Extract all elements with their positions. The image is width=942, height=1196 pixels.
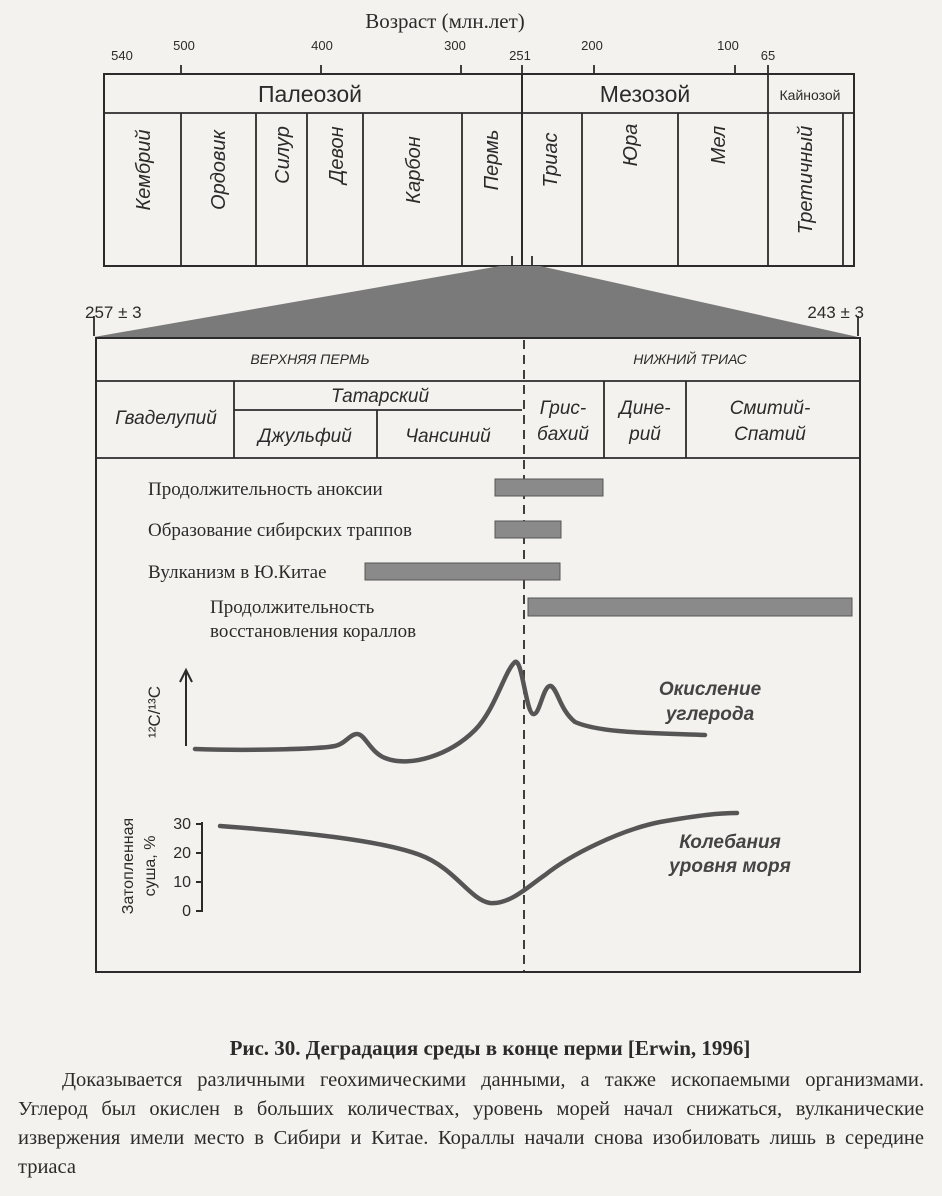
sea-level-tick: 0 bbox=[182, 903, 191, 920]
sea-level-tick: 20 bbox=[173, 845, 191, 862]
china-volcanism-bar bbox=[365, 563, 560, 580]
siberian-traps-label: Образование сибирских траппов bbox=[148, 520, 412, 541]
siberian-traps-bar bbox=[495, 521, 561, 538]
figure-caption: Рис. 30. Деградация среды в конце перми [Erwin, 1996] bbox=[229, 1036, 751, 1060]
zoom-wedge bbox=[94, 266, 858, 337]
period-cambrian: Кембрий bbox=[133, 129, 155, 211]
china-volcanism-label: Вулканизм в Ю.Китае bbox=[148, 562, 327, 583]
carbon-axis-label: ¹²C/¹³C bbox=[145, 686, 164, 738]
period-ordovician: Ордовик bbox=[208, 130, 230, 210]
tick-label: 200 bbox=[581, 38, 603, 53]
period-devonian: Девон bbox=[326, 126, 348, 184]
period-jurassic: Юра bbox=[620, 123, 642, 167]
coral-recovery-label: Продолжительность bbox=[210, 597, 375, 618]
era-cenozoic: Кайнозой bbox=[779, 87, 841, 103]
stage-tatarian: Татарский bbox=[330, 386, 430, 407]
epoch-lower-triassic: НИЖНИЙ ТРИАС bbox=[633, 351, 747, 367]
carbon-curve-label: Окисление bbox=[658, 679, 762, 700]
sea-level-curve-label: уровня моря bbox=[669, 856, 791, 877]
tick-label: 100 bbox=[717, 38, 739, 53]
period-silurian: Силур bbox=[272, 126, 294, 184]
sea-level-tick: 30 bbox=[173, 816, 191, 833]
stage-smithian-spathian: Спатий bbox=[734, 424, 806, 445]
stage-smithian-spathian: Смитий- bbox=[729, 398, 811, 419]
stage-griesbachian: бахий bbox=[537, 424, 589, 445]
tick-label: 500 bbox=[173, 38, 195, 53]
stage-griesbachian: Грис- bbox=[539, 398, 587, 419]
figure-description: Доказывается различными геохимическими данными, а также ископаемыми организмами. Углерод был окислен в больших количествах, уровень морей начал снижаться, вулканические извержения имели место в Сибири и Китае. Кораллы начали снова изобиловать лишь в середине триаса bbox=[18, 1069, 924, 1178]
tick-label: 400 bbox=[311, 38, 333, 53]
anoxia-label: Продолжительность аноксии bbox=[148, 479, 383, 500]
era-mesozoic: Мезозой bbox=[599, 81, 691, 107]
zoom-left-age: 257 ± 3 bbox=[85, 303, 142, 322]
carbon-curve-label: углерода bbox=[665, 704, 755, 725]
sea-level-axis-label: Затопленная bbox=[120, 817, 137, 915]
age-scale-title: Возраст (млн.лет) bbox=[365, 9, 525, 33]
period-permian: Пермь bbox=[481, 129, 503, 191]
sea-level-axis bbox=[196, 822, 202, 912]
era-paleozoic: Палеозой bbox=[258, 81, 362, 107]
sea-level-curve-label: Колебания bbox=[679, 832, 781, 853]
stage-changsingian: Чансиний bbox=[405, 426, 491, 447]
tick-label: 540 bbox=[111, 48, 133, 63]
stage-dienerian: Дине- bbox=[619, 398, 671, 419]
period-cretaceous: Мел bbox=[708, 125, 730, 165]
tick-label: 251 bbox=[509, 48, 531, 63]
sea-level-axis-label: суша, % bbox=[142, 835, 159, 897]
period-carboniferous: Карбон bbox=[403, 136, 425, 204]
period-tertiary: Третичный bbox=[795, 125, 817, 235]
stage-julfian: Джульфий bbox=[258, 426, 352, 447]
period-triassic: Триас bbox=[540, 132, 562, 188]
tick-label: 300 bbox=[444, 38, 466, 53]
sea-level-curve bbox=[220, 813, 737, 903]
carbon-curve bbox=[195, 662, 705, 762]
coral-recovery-bar bbox=[528, 598, 852, 616]
anoxia-bar bbox=[495, 479, 603, 496]
coral-recovery-label: восстановления кораллов bbox=[210, 621, 417, 642]
stage-guadalupian: Гваделупий bbox=[115, 408, 217, 429]
zoom-right-age: 243 ± 3 bbox=[807, 303, 864, 322]
tick-label: 65 bbox=[760, 48, 776, 63]
sea-level-tick: 10 bbox=[173, 874, 191, 891]
epoch-upper-permian: ВЕРХНЯЯ ПЕРМЬ bbox=[250, 351, 370, 367]
stage-dienerian: рий bbox=[629, 424, 661, 445]
